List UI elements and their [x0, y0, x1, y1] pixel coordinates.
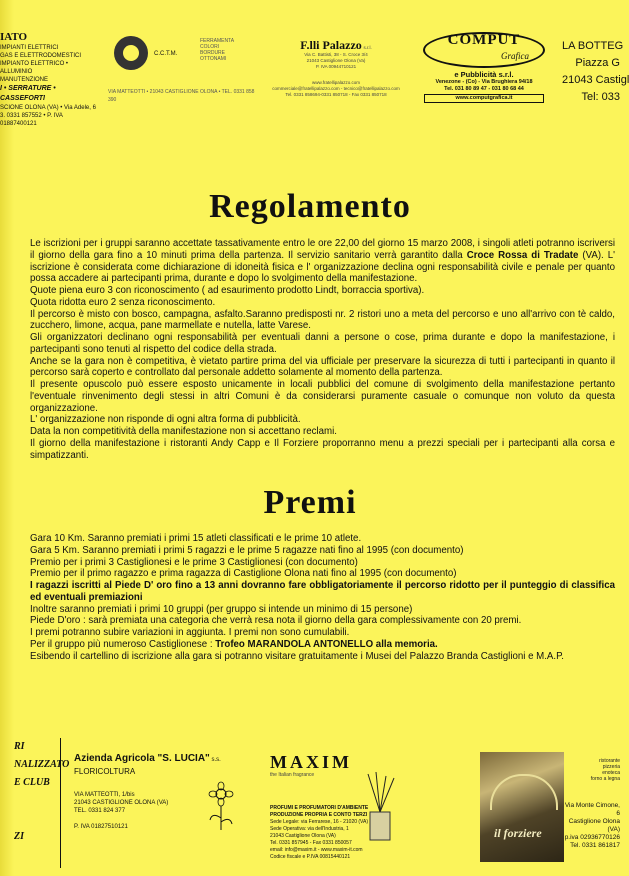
text-run: (VA). L' iscrizione è considerata come dichiarazione di idoneità fisica e l' organizzazione declina ogni responsabilità civile e penale per quanto possa accadere ai partecipanti prima, durante e dopo lo svolgimento della manifestazione. — [30, 249, 616, 285]
service-line: enoteca — [602, 770, 620, 776]
sponsor-line: Sede Operativa: via dell'Industria, 1 — [270, 826, 349, 832]
sponsor-brand: F.lli Palazzo — [300, 38, 362, 52]
regolamento-paragraph: Il presente opuscolo può essere esposto unicamente in locali pubblici del comune di svolgimento della manifestazione pertanto l'eventuale rinvenimento degli stessi in altri Comuni è da considerarsi puramente casuale o comunque non voluto da questa organizzazione. — [30, 379, 615, 414]
sponsor-line: 21043 Castiglione Olona (VA) — [270, 833, 336, 839]
forziere-services — [570, 758, 620, 782]
sponsor-fine-print: VIA MATTEOTTI • 21043 CASTIGLIONE OLONA • TEL. 0331 858 390 — [108, 89, 255, 103]
comput-logo — [423, 32, 545, 68]
text-run: Per il gruppo più numeroso Castiglionese : — [30, 638, 216, 650]
premi-line: Piede D'oro : sarà premiata una categoria che verrà resa nota il giorno della gara complessivamente con 20 premi. — [30, 615, 522, 627]
premi-line: Gara 5 Km. Saranno premiati i primi 5 ragazzi e le prime 5 ragazze nati fino al 1995 (con documento) — [30, 544, 464, 556]
regolamento-body — [30, 238, 615, 461]
sponsor-line: TEL. 0331 824 377 — [74, 808, 126, 814]
comput-logo-sub: Grafica — [501, 51, 529, 61]
ferramenta-line: FERRAMENTA — [200, 38, 235, 44]
cctm-logo-text: C.C.T.M. — [154, 51, 178, 57]
regolamento-paragraph: Anche se la gara non è competitiva, è vietato partire prima del via ufficiale per preservare la sicurezza di tutti i partecipanti in quanto il percorso sarà coperto e controllato dal personale addetto solamente al momento della partenza. — [30, 355, 615, 379]
sponsor-brand: Azienda Agricola "S. LUCIA" — [74, 753, 210, 764]
service-line: ristorante — [599, 758, 620, 764]
regolamento-paragraph: Quota ridotta euro 2 senza riconoscimento. — [30, 296, 216, 308]
sponsor-line: www.fratellipalazzo.com — [311, 80, 361, 85]
sponsor-line: Tel: 033 — [581, 91, 620, 103]
comput-logo-text: COMPUT — [447, 32, 521, 48]
sponsor-ad-impianti — [0, 30, 98, 127]
sponsor-line: VIA MATTEOTTI, 1/bis — [74, 792, 135, 798]
premi-line — [30, 639, 615, 651]
sponsor-line: Via Monte Cimone, 6 — [564, 802, 620, 817]
sponsor-line: Venezone - (Co) - Via Brughiera 94/18 — [435, 79, 533, 85]
comput-pubblicita — [414, 71, 554, 79]
sponsor-line: RI — [14, 741, 25, 752]
sponsor-suffix: s.r.l. — [363, 45, 372, 50]
regolamento-paragraph: Data la non competitività della manifestazione non si accettano reclami. — [30, 426, 337, 437]
maxim-tagline: the Italian fragrance — [270, 772, 315, 778]
restaurant-photo — [480, 752, 564, 862]
sponsor-ad-s-lucia — [74, 752, 264, 852]
premi-line: Esibendo il cartellino di iscrizione alla gara si potranno visitare gratuitamente i Musei del Palazzo Branda Castiglioni e M.A.P. — [30, 650, 564, 662]
premi-line: I premi potranno subire variazioni in aggiunta. I premi non sono cumulabili. — [30, 627, 350, 638]
sponsor-line: email: info@maxim.it - www.maxim-it.com — [270, 847, 363, 853]
page-fold-shadow — [0, 0, 14, 876]
regolamento-title: Regolamento — [209, 188, 411, 225]
sponsor-subtitle: FLORICOLTURA — [74, 767, 136, 776]
sponsor-line: NALIZZATO — [14, 759, 70, 770]
service-line: pizzeria — [602, 764, 620, 770]
sponsor-line: IMPIANTO ELETTRICO • ALLUMINIO — [0, 61, 68, 75]
croce-rossa-bold: Croce Rossa di Tradate — [466, 249, 579, 261]
sponsor-web: www.computgrafica.it — [424, 94, 544, 103]
premi-line: Gara 10 Km. Saranno premiati i primi 15 atleti classificati e le prime 10 atlete. — [30, 533, 362, 544]
sponsor-ad-club — [14, 738, 70, 868]
premi-line: Premio per il primo ragazzo e prima ragazza di Castiglione Olona nati fino al 1995 (con documento) — [30, 568, 457, 580]
sponsor-line: p.iva 02936770126 — [564, 834, 620, 841]
sponsor-line: IMPIANTI ELETTRICI — [0, 45, 59, 51]
sponsor-suffix: s.s. — [211, 757, 221, 763]
sponsor-line: Tel. 031 80 89 47 - 031 80 68 44 — [444, 86, 524, 92]
sponsor-line: PROFUMI E PROFUMATORI D'AMBIENTE — [270, 805, 369, 811]
forziere-logo: il forziere — [494, 826, 542, 840]
sponsor-line: Via C. Battisti, 38 - S. Croce 3/4 — [304, 52, 368, 57]
premi-title: Premi — [263, 484, 357, 521]
sponsor-ad-maxim — [270, 752, 400, 860]
sponsor-line: 21043 CASTIGLIONE OLONA (VA) — [74, 800, 169, 806]
sponsor-line: P. IVA 00944710121 — [315, 64, 357, 69]
premi-body — [30, 533, 615, 662]
premi-line: Premio per i primi 3 Castiglionesi e le prime 3 Castiglionesi (con documento) — [30, 556, 358, 568]
sponsor-line: Tel. 0331 858694-0331 850718 - Fax 0331 850718 — [285, 92, 387, 97]
comput-pub-text: e Pubblicità — [454, 70, 497, 79]
trofeo-bold: Trofeo MARANDOLA ANTONELLO alla memoria. — [215, 638, 438, 650]
regolamento-paragraph — [30, 238, 615, 285]
sponsor-ad-palazzo — [270, 38, 402, 120]
sponsor-line: Codice fiscale e P.IVA 00815440121 — [270, 854, 351, 860]
regolamento-paragraph: Il giorno della manifestazione i ristoranti Andy Capp e Il Forziere proporranno menu a prezzi speciali per i partecipanti alla corsa e simpatizzanti. — [30, 437, 615, 461]
maxim-logo: MAXIM — [270, 752, 352, 772]
sponsor-line: P. IVA 01827510121 — [74, 824, 128, 830]
flower-icon — [204, 782, 238, 832]
sponsor-line: Sede Legale: via Ferrarese, 16 - 21020 (VA) — [270, 819, 369, 825]
forziere-info — [560, 802, 620, 850]
ferramenta-line: BORDURE — [200, 50, 226, 56]
text-run: Le iscrizioni per i gruppi saranno accettate tassativamente entro le ore 22,00 del giorno 15 marzo 2008, i singoli atleti potranno iscriversi il giorno della gara fino a 10 minuti prima della partenza. Il servizio sanitario verrà garantito dalla — [30, 238, 615, 261]
service-line: forno a legna — [590, 776, 620, 782]
sponsor-line: PRODUZIONE PROPRIA E CONTO TERZI — [270, 812, 368, 818]
sponsor-ad-comput — [414, 28, 554, 110]
premi-line: Inoltre saranno premiati i primi 10 gruppi (per gruppo si intende un minimo di 15 persone) — [30, 603, 413, 615]
sponsor-ad-cctm — [108, 28, 258, 110]
sponsor-line: LA BOTTEG — [562, 40, 624, 52]
sponsor-line: ZI — [14, 831, 24, 842]
comput-pub-suffix: s.r.l. — [498, 70, 514, 79]
regolamento-paragraph: Gli organizzatori declinano ogni responsabilità per eventuali danni a persone o cose, prima durante e dopo la manifestazione, i partecipanti sono tenuti al rispetto del codice della strada. — [30, 332, 615, 355]
premi-line-bold: I ragazzi iscritti al Piede D' oro fino a 13 anni dovranno fare obbligatoriamente il percorso ridotto per il punteggio di classifica ed eventuali premiazioni — [30, 580, 615, 603]
regolamento-paragraph: Il percorso è misto con bosco, campagna, asfalto.Saranno predisposti nr. 2 ristori uno a meta del percorso e uno all'arrivo con tè caldo, zucchero, limone, acqua, pane marmellate e nutella, latte Varese. — [30, 308, 615, 332]
sponsor-line: Tel. 0331 861817 — [570, 842, 620, 849]
regolamento-paragraph: L' organizzazione non risponde di ogni altra forma di pubblicità. — [30, 414, 301, 426]
sponsor-line: MANUTENZIONE — [0, 77, 48, 83]
cctm-logo-icon — [114, 36, 148, 70]
ferramenta-line: OTTONAMI — [200, 56, 227, 62]
regolamento-paragraph: Quote piena euro 3 con riconoscimento ( ad esaurimento prodotto Lindt, borraccia sportiva). — [30, 285, 425, 296]
sponsor-line: SCIONE OLONA (VA) • Via Adele, 6 — [0, 105, 96, 111]
sponsor-line: I • SERRATURE • CASSEFORTI — [0, 85, 56, 102]
ferramenta-line: COLORI — [200, 44, 220, 50]
ferramenta-list — [200, 38, 258, 62]
arch-shape — [490, 774, 558, 810]
sponsor-line: 21043 Castigl — [562, 74, 629, 86]
sponsor-line: 3. 0331 857552 • P. IVA 01887400121 — [0, 113, 63, 127]
sponsor-brand: IATO — [0, 31, 28, 43]
sponsor-line: Castiglione Olona (VA) — [568, 818, 620, 833]
sponsor-line: E CLUB — [14, 777, 50, 788]
sponsor-ad-bottega — [562, 38, 629, 108]
sponsor-line: Tel. 0331 857945 - Fax 0331 850057 — [270, 840, 352, 846]
sponsor-line: 21043 Castiglione Olona (Va) — [306, 58, 366, 63]
sponsor-line: commerciale@fratellipalazzo.com - tecnico@fratellipalazzo.com — [272, 86, 400, 91]
sponsor-ad-forziere — [480, 752, 620, 864]
sponsor-line: Piazza G — [575, 57, 620, 69]
sponsor-line: GAS E ELETTRODOMESTICI — [0, 53, 82, 59]
diffuser-icon — [360, 772, 400, 842]
